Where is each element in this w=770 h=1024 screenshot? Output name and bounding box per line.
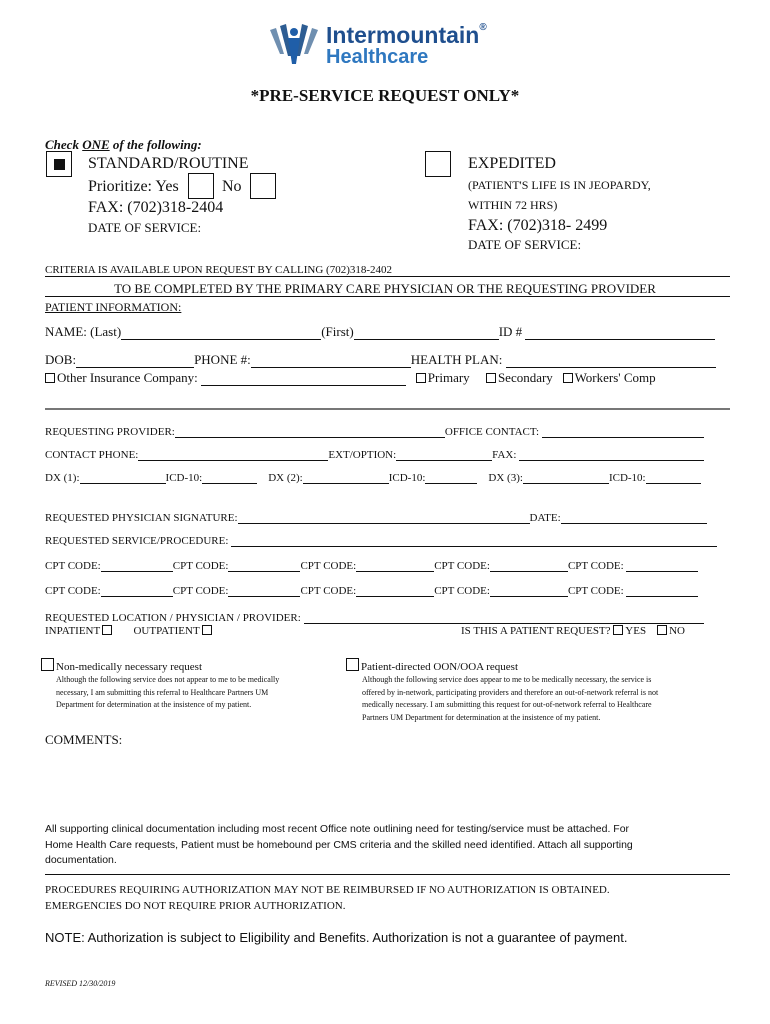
service-row: REQUESTED SERVICE/PROCEDURE: bbox=[45, 533, 717, 547]
page-title: *PRE-SERVICE REQUEST ONLY* bbox=[250, 86, 520, 105]
standard-date-of-service: DATE OF SERVICE: bbox=[88, 220, 202, 235]
location-field[interactable] bbox=[304, 610, 704, 624]
signature-row: REQUESTED PHYSICIAN SIGNATURE: DATE: bbox=[45, 510, 707, 524]
cpt-field[interactable] bbox=[228, 558, 300, 572]
icd2-field[interactable] bbox=[425, 470, 477, 484]
contact-phone-field[interactable] bbox=[138, 447, 328, 461]
expedited-note2: WITHIN 72 HRS) bbox=[468, 198, 558, 212]
authorization-note: NOTE: Authorization is subject to Eligibility and Benefits. Authorization is not a guarantee of payment. bbox=[45, 930, 628, 945]
office-contact-field[interactable] bbox=[542, 424, 704, 438]
cpt-field[interactable] bbox=[626, 558, 698, 572]
patient-request-yes-checkbox[interactable] bbox=[613, 625, 623, 635]
prioritize-no-label: No bbox=[222, 178, 242, 195]
criteria-note: CRITERIA IS AVAILABLE UPON REQUEST BY CALLING (702)318-2402 bbox=[45, 264, 393, 276]
supporting-note: All supporting clinical documentation including most recent Office note outlining need for testing/service must be attached. For Home Health Care requests, Patient must be homebound per CMS criteria and the skilled need identified. Attach all supporting documentation. bbox=[45, 823, 633, 866]
non-medical-text: Although the following service does not appear to me to be medically necessary, I am submitting this referral to Healthcare Partners UM Department for determination at the insistence of my patient. bbox=[56, 675, 280, 709]
outpatient-checkbox[interactable] bbox=[202, 625, 212, 635]
logo bbox=[266, 22, 506, 70]
completed-by-heading: TO BE COMPLETED BY THE PRIMARY CARE PHYSICIAN OR THE REQUESTING PROVIDER bbox=[114, 281, 656, 296]
patient-request-no-checkbox[interactable] bbox=[657, 625, 667, 635]
dx1-field[interactable] bbox=[80, 470, 166, 484]
patient-directed-option: Patient-directed OON/OOA request bbox=[346, 658, 518, 673]
ext-option-field[interactable] bbox=[396, 447, 492, 461]
divider bbox=[45, 296, 730, 297]
insurance-row: Other Insurance Company: Primary Secondary Workers' Comp bbox=[45, 370, 656, 386]
icd1-field[interactable] bbox=[202, 470, 257, 484]
comments-area[interactable] bbox=[45, 750, 730, 816]
expedited-checkbox[interactable] bbox=[425, 151, 451, 177]
dob-row: DOB: PHONE #: HEALTH PLAN: bbox=[45, 352, 716, 368]
cpt-field[interactable] bbox=[490, 558, 568, 572]
revised-date: REVISED 12/30/2019 bbox=[45, 979, 116, 988]
cpt-field[interactable] bbox=[228, 583, 300, 597]
divider bbox=[45, 874, 730, 875]
first-name-field[interactable] bbox=[354, 326, 499, 340]
patient-directed-text: Although the following service does appear to me to be medically necessary, the service is offered by in-network, participating providers and therefore an out-of-network referral is not medically necessary. I am submitting this request for out-of-network referral to Healthcare Partners UM Department for determination at the insistence of my patient. bbox=[362, 675, 659, 722]
prioritize-yes-checkbox[interactable] bbox=[188, 173, 214, 199]
requesting-provider-row: REQUESTING PROVIDER: OFFICE CONTACT: bbox=[45, 424, 704, 438]
location-row: REQUESTED LOCATION / PHYSICIAN / PROVIDER: bbox=[45, 610, 704, 624]
standard-checkbox[interactable] bbox=[46, 151, 72, 177]
patient-request-row: IS THIS A PATIENT REQUEST? YES NO bbox=[461, 625, 685, 637]
last-name-field[interactable] bbox=[121, 326, 321, 340]
cpt-row-1: CPT CODE: CPT CODE: CPT CODE: CPT CODE: CPT CODE: bbox=[45, 558, 698, 572]
cpt-field[interactable] bbox=[490, 583, 568, 597]
non-medical-option: Non-medically necessary request bbox=[41, 658, 202, 673]
inpatient-checkbox[interactable] bbox=[102, 625, 112, 635]
workers-comp-checkbox[interactable] bbox=[563, 373, 573, 383]
inpatient-row: INPATIENT OUTPATIENT bbox=[45, 625, 214, 637]
procedures-note: PROCEDURES REQUIRING AUTHORIZATION MAY NOT BE REIMBURSED IF NO AUTHORIZATION IS OBTAINED. EMERGENCIES DO NOT REQUIRE PRIOR AUTHORIZATION. bbox=[45, 884, 610, 912]
check-one-instruction: Check ONE of the following: bbox=[45, 137, 202, 152]
divider bbox=[45, 408, 730, 410]
cpt-field[interactable] bbox=[101, 558, 173, 572]
service-field[interactable] bbox=[231, 533, 717, 547]
dx3-field[interactable] bbox=[523, 470, 609, 484]
patient-info-heading: PATIENT INFORMATION: bbox=[45, 300, 182, 314]
expedited-note1: (PATIENT'S LIFE IS IN JEOPARDY, bbox=[468, 178, 651, 192]
comments-label: COMMENTS: bbox=[45, 732, 123, 747]
other-insurance-checkbox[interactable] bbox=[45, 373, 55, 383]
health-plan-field[interactable] bbox=[506, 354, 716, 368]
signature-field[interactable] bbox=[238, 510, 530, 524]
phone-field[interactable] bbox=[251, 354, 411, 368]
cpt-field[interactable] bbox=[356, 558, 434, 572]
prioritize-label: Prioritize: Yes bbox=[88, 178, 179, 195]
icd3-field[interactable] bbox=[646, 470, 701, 484]
provider-fax-field[interactable] bbox=[519, 447, 704, 461]
contact-phone-row: CONTACT PHONE: EXT/OPTION: FAX: bbox=[45, 447, 704, 461]
logo-registered: ® bbox=[479, 22, 487, 33]
logo-line2: Healthcare bbox=[326, 46, 429, 68]
cpt-field[interactable] bbox=[626, 583, 698, 597]
signature-date-field[interactable] bbox=[561, 510, 707, 524]
divider bbox=[45, 276, 730, 277]
dob-field[interactable] bbox=[76, 354, 194, 368]
patient-name-row: NAME: (Last) (First) ID # bbox=[45, 324, 715, 340]
patient-directed-checkbox[interactable] bbox=[346, 658, 359, 671]
standard-fax: FAX: (702)318-2404 bbox=[88, 199, 224, 216]
primary-checkbox[interactable] bbox=[416, 373, 426, 383]
prioritize-no-checkbox[interactable] bbox=[250, 173, 276, 199]
requesting-provider-field[interactable] bbox=[175, 424, 445, 438]
cpt-field[interactable] bbox=[356, 583, 434, 597]
dx-row: DX (1): ICD-10: DX (2): ICD-10: DX (3): ICD-10: bbox=[45, 470, 701, 484]
cpt-row-2: CPT CODE: CPT CODE: CPT CODE: CPT CODE: CPT CODE: bbox=[45, 583, 698, 597]
non-medical-checkbox[interactable] bbox=[41, 658, 54, 671]
expedited-date-of-service: DATE OF SERVICE: bbox=[468, 237, 582, 252]
intermountain-logo-icon bbox=[266, 24, 322, 68]
logo-line1: Intermountain bbox=[326, 22, 480, 48]
dx2-field[interactable] bbox=[303, 470, 389, 484]
id-field[interactable] bbox=[525, 326, 715, 340]
cpt-field[interactable] bbox=[101, 583, 173, 597]
other-insurance-field[interactable] bbox=[201, 372, 406, 386]
secondary-checkbox[interactable] bbox=[486, 373, 496, 383]
expedited-label: EXPEDITED bbox=[468, 155, 556, 172]
standard-label: STANDARD/ROUTINE bbox=[88, 155, 249, 172]
expedited-fax: FAX: (702)318- 2499 bbox=[468, 217, 608, 234]
